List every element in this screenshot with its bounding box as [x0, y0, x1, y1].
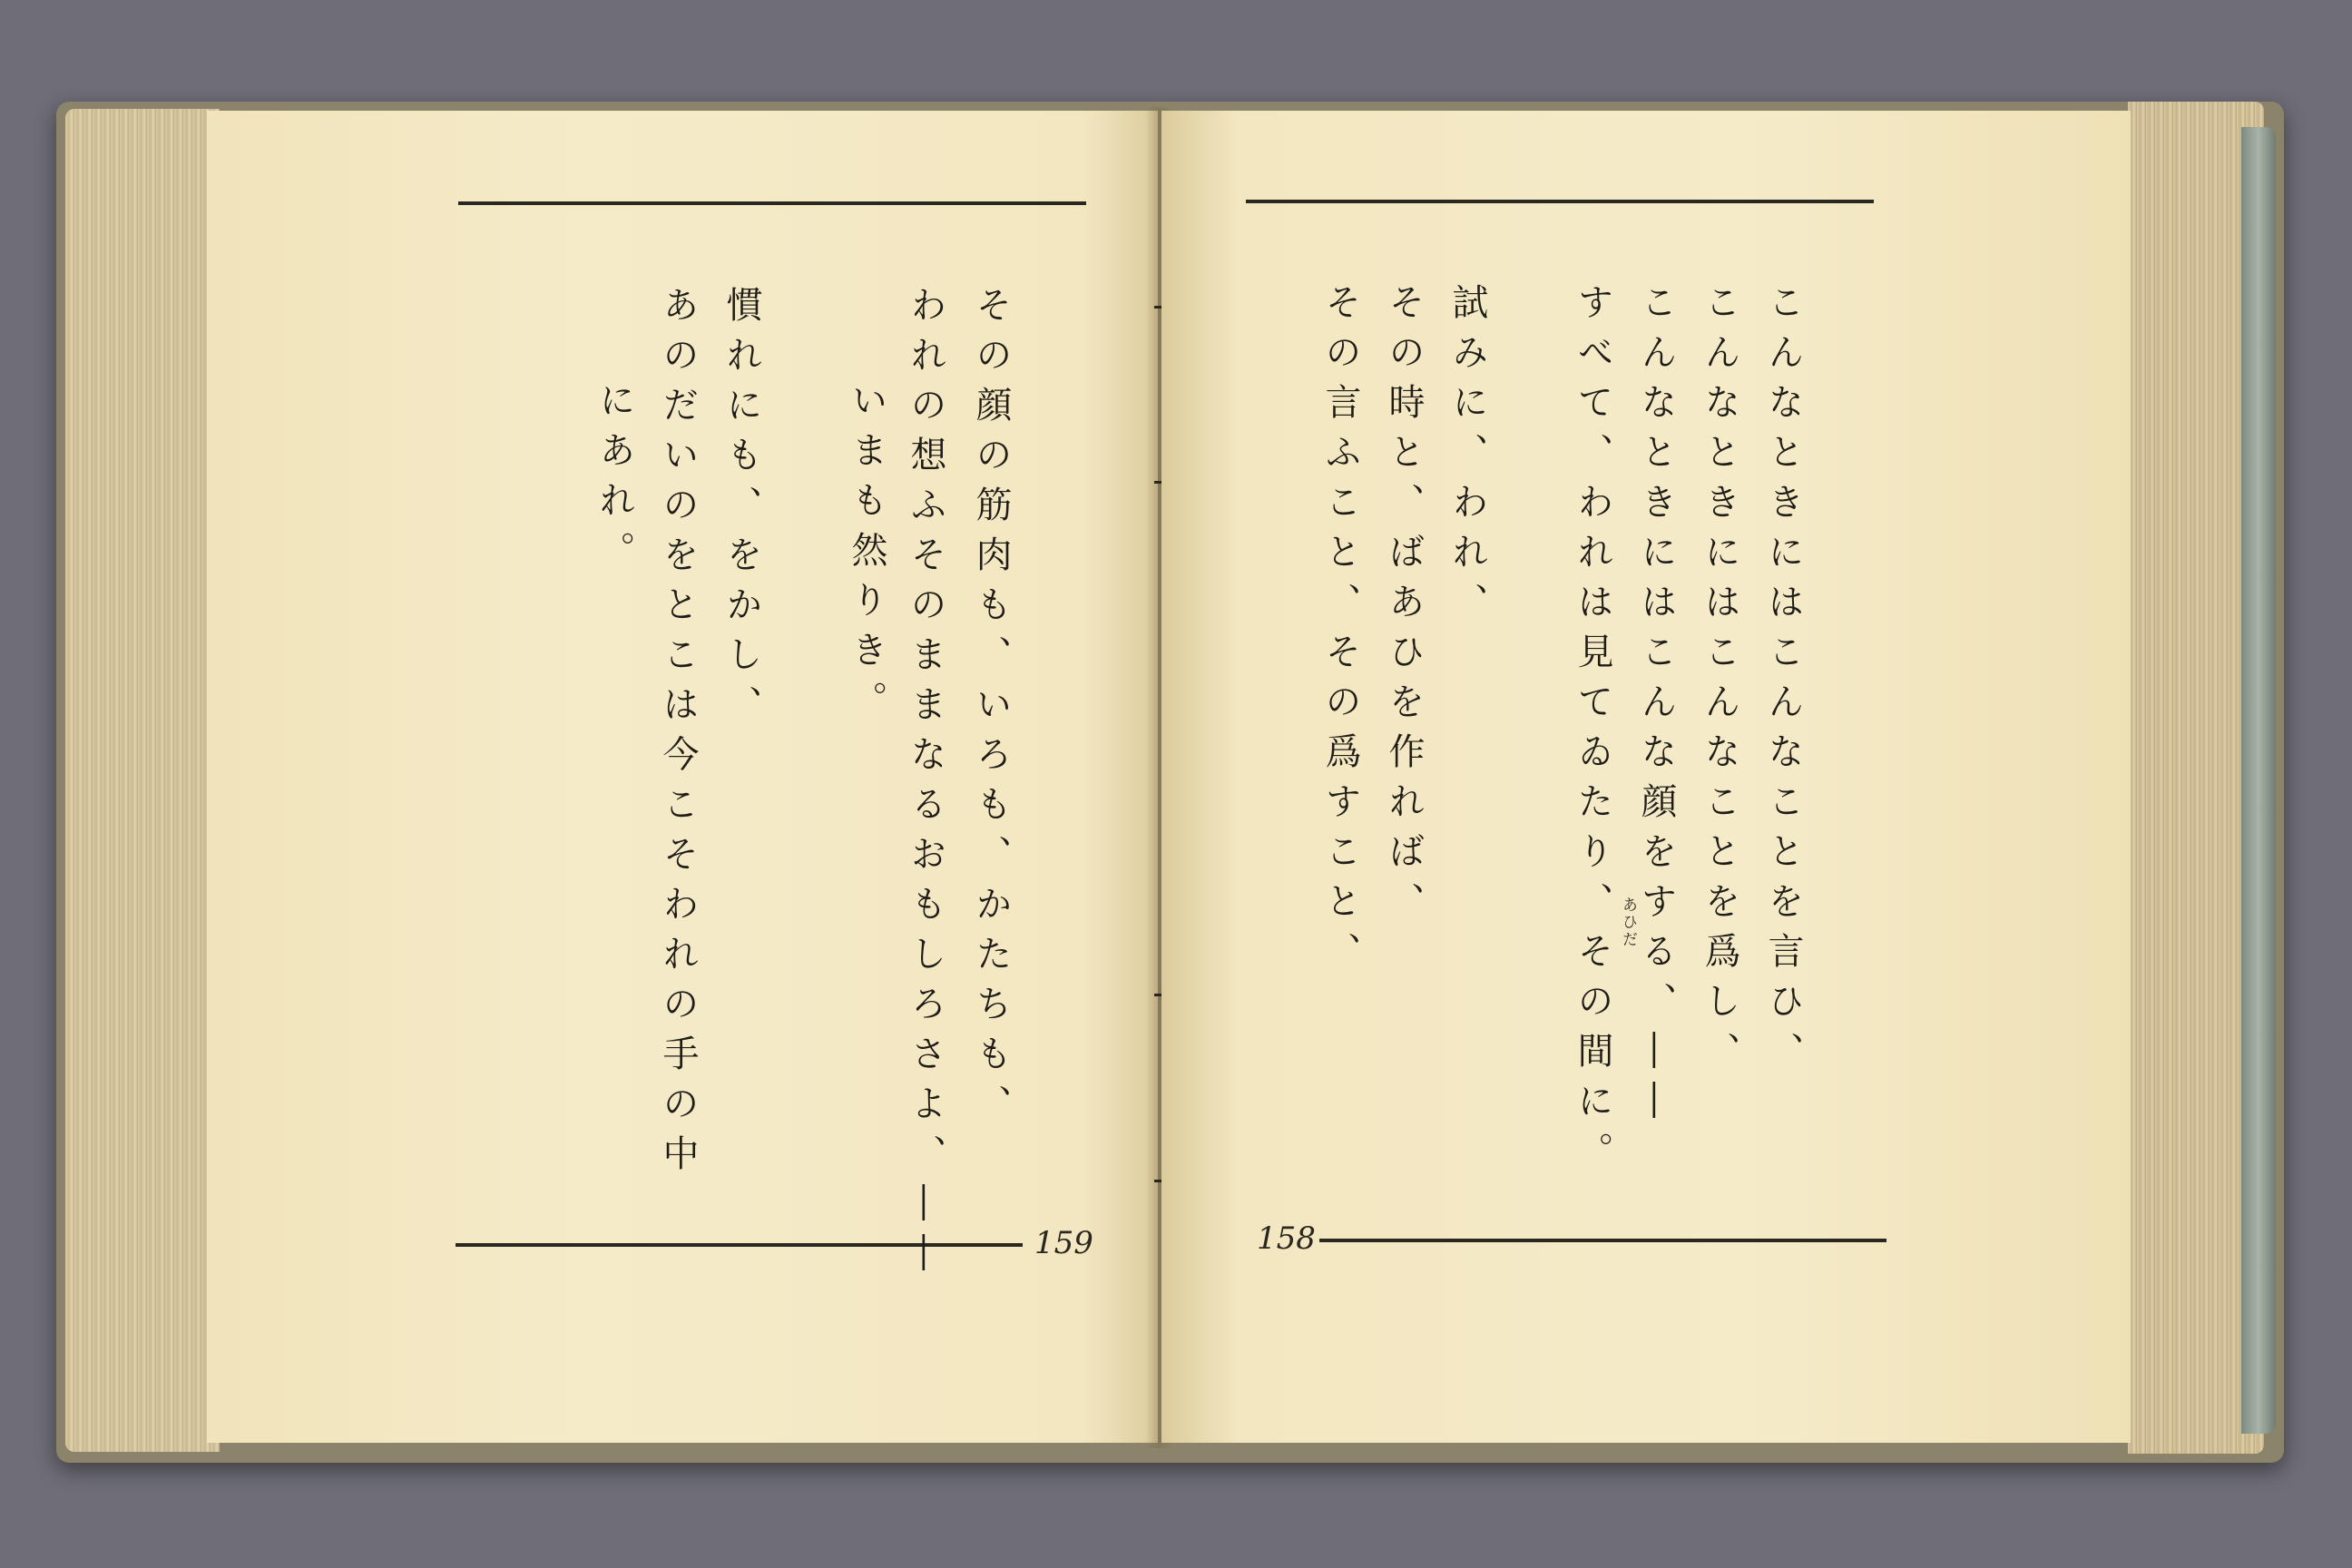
text-column: その顔の筋肉も、いろも、かたちも、 [970, 286, 1012, 1134]
right-bottom-rule [1319, 1239, 1886, 1242]
text-column: 慣れにも、をかし、 [720, 286, 762, 735]
text-column: すべて、われは見てゐたり、その間に。 [1572, 283, 1613, 1181]
text-column: こんなときにはこんな顔をする、―― [1635, 283, 1677, 1132]
text-column: その時と、ばあひを作れば、 [1383, 283, 1425, 932]
text-column: われの想ふそのままなるおもしろさよ、―― [905, 286, 946, 1284]
cover-cloth [2241, 127, 2276, 1434]
text-column: あのだいのをとこは今こそわれの手の中 [657, 286, 699, 1184]
text-column: いまも然りき。 [846, 381, 887, 730]
text-column: にあれ。 [593, 381, 635, 581]
text-column: こんなときにはこんなことを言ひ、 [1762, 283, 1804, 1082]
right-top-rule [1246, 200, 1874, 203]
text-column: 試みに、われ、 [1446, 283, 1488, 632]
left-top-rule [458, 201, 1086, 205]
page-number-159: 159 [1034, 1225, 1093, 1261]
text-column: こんなときにはこんなことを爲し、 [1699, 283, 1740, 1082]
page-number-158: 158 [1257, 1220, 1316, 1257]
left-page-edges [65, 109, 220, 1452]
ruby-reading: あひだ [1619, 897, 1637, 948]
text-column: その言ふこと、その爲すこと、 [1319, 283, 1361, 982]
